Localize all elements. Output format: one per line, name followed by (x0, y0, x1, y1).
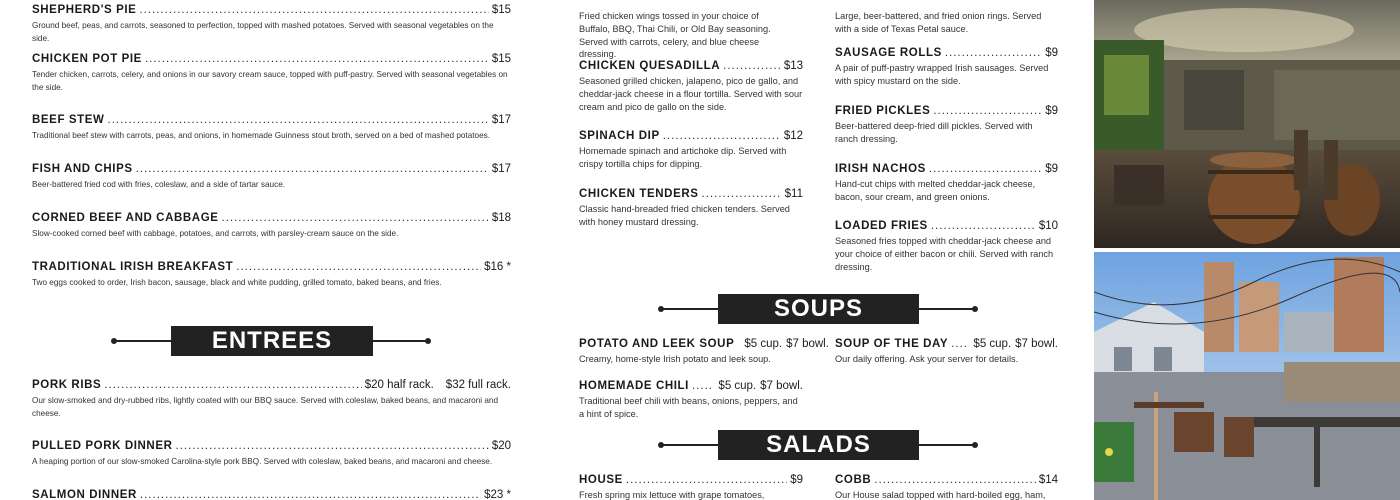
item-price: $10 (1038, 220, 1058, 232)
item-price: $9 (1045, 105, 1058, 117)
item-price: $11 (784, 188, 803, 200)
item-price: $20 (491, 440, 511, 452)
menu-item-wings-desc (579, 7, 789, 61)
item-name: SAUSAGE ROLLS (835, 47, 942, 59)
cup-price: $5 cup. (718, 380, 757, 392)
item-description: Fresh spring mix lettuce with grape tomatoes, (579, 490, 765, 500)
bar-interior-photo (1094, 0, 1400, 248)
item-description: Seasoned fries topped with cheddar-jack cheese and your choice of either bacon or chili. Served with ranch dressing. (835, 236, 1054, 272)
item-price: $16 * (484, 261, 511, 273)
item-price-full: $32 full rack. (445, 379, 511, 391)
menu-item-loaded-fries (835, 220, 1058, 273)
item-description: Hand-cut chips with melted cheddar-jack cheese, bacon, sour cream, and green onions. (835, 179, 1036, 202)
item-description: Homemade spinach and artichoke dip. Served with crispy tortilla chips for dipping. (579, 146, 787, 169)
item-name: HOMEMADE CHILI (579, 380, 689, 392)
item-name: HOUSE (579, 474, 623, 486)
menu-item-irish-breakfast (32, 261, 511, 290)
item-price: $17 (491, 114, 511, 126)
menu-item-fish-and-chips (32, 163, 511, 192)
menu-item-sausage-rolls (835, 47, 1058, 88)
item-description: Traditional beef stew with carrots, peas, and onions, in homemade Guinness stout broth, served on a bed of mashed potatoes. (32, 131, 491, 140)
item-price: $17 (491, 163, 511, 175)
item-description: Seasoned grilled chicken, jalapeno, pico de gallo, and cheddar-jack cheese in a flour tortilla. Served with sour cream and pico de gallo on the side. (579, 76, 803, 112)
menu-item-corned-beef (32, 212, 511, 241)
menu-item-onion-rings-desc (835, 7, 1060, 36)
menu-item-fried-pickles (835, 105, 1058, 146)
salads-banner (661, 431, 975, 458)
item-name: SOUP OF THE DAY (835, 338, 949, 350)
item-description: Slow-cooked corned beef with cabbage, potatoes, and carrots, with parsley-cream sauce on the side. (32, 229, 399, 238)
item-name: PULLED PORK DINNER (32, 440, 173, 452)
bowl-price: $7 bowl. (786, 338, 829, 350)
item-description: A heaping portion of our slow-smoked Carolina-style pork BBQ. Served with coleslaw, baked beans, and macaroni and cheese. (32, 457, 493, 466)
item-name: CHICKEN POT PIE (32, 53, 142, 65)
item-price: $14 (1038, 474, 1058, 486)
item-name: COBB (835, 474, 872, 486)
menu-item-pulled-pork (32, 440, 511, 469)
item-name: FISH AND CHIPS (32, 163, 133, 175)
item-price: $13 (783, 60, 803, 72)
item-description: Large, beer-battered, and fried onion rings. Served with a side of Texas Petal sauce. (835, 11, 1042, 34)
menu-item-shepherds-pie (32, 4, 511, 45)
patio-photo (1094, 252, 1400, 500)
menu-item-potato-leek-soup (579, 338, 829, 366)
bowl-price: $7 bowl. (1015, 338, 1058, 350)
menu-item-salmon-dinner (32, 489, 511, 500)
item-description: Our slow-smoked and dry-rubbed ribs, lightly coated with our BBQ sauce. Served with coleslaw, baked beans, and macaroni and cheese. (32, 396, 499, 418)
item-price: $9 (1045, 163, 1058, 175)
item-description: Two eggs cooked to order, Irish bacon, sausage, black and white pudding, grilled tomato, baked beans, and fries. (32, 278, 442, 287)
item-price: $9 (790, 474, 803, 486)
section-title-entrees: ENTREES (171, 326, 373, 356)
cup-price: $5 cup. (744, 338, 783, 350)
item-name: SALMON DINNER (32, 489, 137, 500)
item-description: Ground beef, peas, and carrots, seasoned to perfection, topped with mashed potatoes. Served with seasonal vegetables on the side. (32, 21, 494, 43)
menu-item-chicken-quesadilla (579, 60, 803, 113)
item-description: Beer-battered fried cod with fries, coleslaw, and a side of tartar sauce. (32, 180, 286, 189)
item-name: TRADITIONAL IRISH BREAKFAST (32, 261, 234, 273)
item-description: Our daily offering. Ask your server for details. (835, 354, 1019, 364)
item-description: Tender chicken, carrots, celery, and onions in our savory cream sauce, topped with puff-pastry. Served with seasonal vegetables on the side. (32, 70, 508, 92)
item-name: CORNED BEEF AND CABBAGE (32, 212, 219, 224)
entrees-banner (114, 327, 428, 354)
menu-item-soup-of-the-day (835, 338, 1058, 366)
item-name: FRIED PICKLES (835, 105, 931, 117)
menu-item-beef-stew (32, 114, 511, 143)
item-price: $15 (491, 53, 511, 65)
cup-price: $5 cup. (973, 338, 1012, 350)
item-price: $23 * (484, 489, 511, 500)
item-description: Traditional beef chili with beans, onions, peppers, and a hint of spice. (579, 396, 798, 419)
item-name: PORK RIBS (32, 379, 102, 391)
item-description: A pair of puff-pastry wrapped Irish sausages. Served with spicy mustard on the side. (835, 63, 1049, 86)
item-description: Fried chicken wings tossed in your choice of Buffalo, BBQ, Thai Chili, or Old Bay seasoning. Served with carrots, celery, and blue cheese dressing. (579, 11, 771, 60)
section-title-soups: SOUPS (718, 294, 919, 324)
item-description: Beer-battered deep-fried dill pickles. Served with ranch dressing. (835, 121, 1033, 144)
item-name: POTATO AND LEEK SOUP (579, 338, 735, 350)
item-description: Creamy, home-style Irish potato and leek soup. (579, 354, 771, 364)
item-name: CHICKEN TENDERS (579, 188, 699, 200)
menu-item-homemade-chili (579, 380, 803, 421)
item-name: LOADED FRIES (835, 220, 928, 232)
item-name: SHEPHERD'S PIE (32, 4, 137, 16)
item-price: $12 (783, 130, 803, 142)
menu-item-irish-nachos (835, 163, 1058, 204)
item-price: $18 (491, 212, 511, 224)
item-price-half: $20 half rack. (364, 379, 434, 391)
bowl-price: $7 bowl. (760, 380, 803, 392)
item-description: Our House salad topped with hard-boiled egg, ham, (835, 490, 1046, 500)
item-price: $15 (491, 4, 511, 16)
menu-item-cobb-salad (835, 474, 1058, 500)
item-name: CHICKEN QUESADILLA (579, 60, 721, 72)
item-price: $9 (1045, 47, 1058, 59)
item-name: SPINACH DIP (579, 130, 660, 142)
soups-banner (661, 295, 975, 322)
item-name: BEEF STEW (32, 114, 105, 126)
item-description: Classic hand-breaded fried chicken tenders. Served with honey mustard dressing. (579, 204, 790, 227)
menu-item-chicken-pot-pie (32, 53, 511, 94)
menu-item-house-salad (579, 474, 803, 500)
menu-item-chicken-tenders (579, 188, 803, 229)
section-title-salads: SALADS (718, 430, 919, 460)
item-name: IRISH NACHOS (835, 163, 926, 175)
menu-item-spinach-dip (579, 130, 803, 171)
menu-item-pork-ribs (32, 379, 511, 420)
